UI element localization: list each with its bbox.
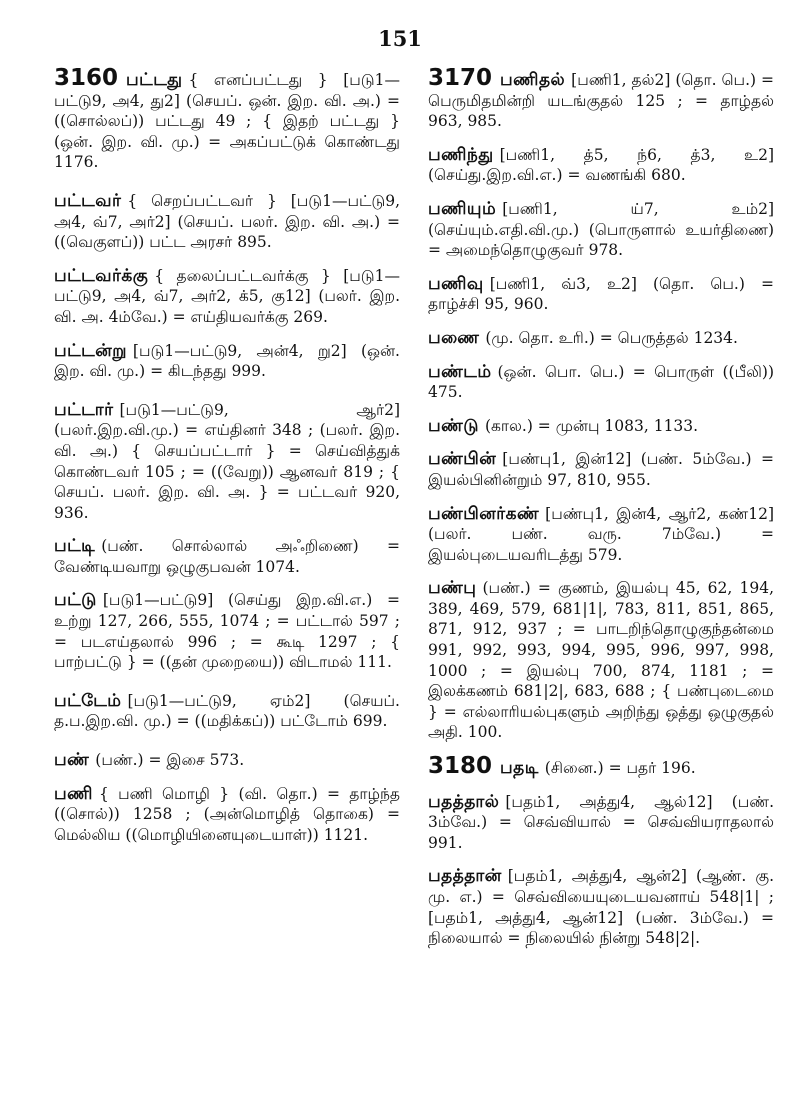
dictionary-entry [428, 274, 774, 315]
left-column [54, 65, 400, 858]
headword: பட்டவர்க்கு [54, 265, 149, 286]
dictionary-entry [428, 416, 774, 437]
definition: (கால.) = முன்பு 1083, 1133. [484, 416, 699, 435]
definition: [பதம்1, அத்து4, ஆன்2] (ஆண். கு. மு. எ.) = செவ்வியையுடையவனாய் 548|1| ; [பதம்1, அத்து4, ஆன்12] (பண். 3ம்வே.) = நிலையால் = நிலையில் நின்று 548|2|. [428, 867, 774, 948]
headword: பண் [54, 750, 90, 771]
definition: [படு1—பட்டு9, ஏம்2] (செயப். த.ப.இற.வி. மு.) = ((மதிக்கப்)) பட்டோம் 699. [54, 691, 400, 731]
dictionary-entry [428, 145, 774, 186]
definition: [பணி1, த்5, ந்6, த்3, உ2] (செய்து.இற.வி.எ.) = வணங்கி 680. [428, 145, 774, 185]
definition: { செறப்பட்டவர் } [படு1—பட்டு9, அ4, வ்7, அர்2] (செயப். பலர். இற. வி. அ.) = ((வெகுளப்)) பட்ட அரசர் 895. [54, 191, 400, 252]
headword: பதடி [500, 758, 539, 779]
definition: { தலைப்பட்டவர்க்கு } [படு1—பட்டு9, அ4, வ்7, அர்2, க்5, கு12] (பலர். இற. வி. அ. 4ம்வே.) = எய்தியவர்க்கு 269. [54, 266, 400, 326]
definition: (பண். சொல்லால் அஃறிணை) = வேண்டியவாறு ஒழுகுபவன் 1074. [54, 537, 400, 576]
dictionary-entry [428, 504, 774, 566]
dictionary-entry [428, 328, 774, 349]
headword: பண்பு [428, 578, 477, 599]
dictionary-entry [54, 341, 400, 382]
definition: (பண்.) = குணம், இயல்பு 45, 62, 194, 389, 469, 579, 681|1|, 783, 811, 851, 865, 871, 912, 937 ; = பாடறிந்தொழுகுந்தன்மை 991, 992, 993, 994, 995, 996, 997, 998, 1000 ; = இயல்பு 700, 874, 1181 ; = இலக்கணம் 681|2|, 683, 688 ; { பண்புடைமை } = எல்லாரியல்புகளும் அறிந்து ஒத்து ஒழுகுதல் அதி. 100. [428, 579, 774, 742]
dictionary-entry [54, 65, 400, 173]
headword: பணிவு [428, 273, 484, 294]
headword: பணிதல் [500, 70, 566, 90]
definition: [பணி1, ய்7, உம்2] (செய்யும்.எதி.வி.மு.) (பொருளால் உயர்திணை) = அமைந்தொழுகுவர் 978. [428, 199, 774, 260]
dictionary-entry [54, 750, 400, 771]
definition: { எனப்பட்டது } [படு1—பட்டு9, அ4, து2] (செயப். ஒன். இற. வி. அ.) = ((சொல்லப்)) பட்டது 49 ; { இதற் பட்டது } (ஒன். இற. வி. மு.) = அகப்பட்டுக் கொண்டது 1176. [54, 71, 400, 172]
definition: (மு. தொ. உரி.) = பெருத்தல் 1234. [485, 328, 738, 347]
definition: { பணி மொழி } (வி. தொ.) = தாழ்ந்த ((சொல்)) 1258 ; (அன்மொழித் தொகை) = மெல்லிய ((மொழியினையுடையாள்)) 1121. [54, 784, 400, 844]
dictionary-entry [428, 362, 774, 403]
dictionary-entry [428, 792, 774, 854]
definition: (ஒன். பொ. பெ.) = பொருள் ((பீலி)) 475. [428, 362, 774, 402]
headword: பட்டி [54, 536, 96, 557]
entry-number: 3160 [54, 65, 119, 91]
headword: பணை [428, 327, 480, 348]
headword: பணிந்து [428, 144, 494, 165]
dictionary-entry [428, 449, 774, 490]
headword: பதத்தான் [428, 866, 502, 887]
definition: (சினை.) = பதர் 196. [544, 759, 696, 778]
dictionary-entry [428, 199, 774, 261]
headword: பதத்தால் [428, 791, 500, 812]
definition: [பணி1, தல்2] (தொ. பெ.) = பெருமிதமின்றி யடங்குதல் 125 ; = தாழ்தல் 963, 985. [428, 71, 774, 131]
page-number: 151 [378, 26, 422, 51]
headword: பட்டவர் [54, 190, 122, 211]
definition: [படு1—பட்டு9, அன்4, று2] (ஒன். இற. வி. மு.) = கிடந்தது 999. [54, 341, 400, 381]
dictionary-entry [428, 866, 774, 948]
dictionary-entry [54, 266, 400, 328]
dictionary-entry [54, 536, 400, 577]
headword: பட்டு [54, 590, 97, 611]
definition: [படு1—பட்டு9] (செய்து இற.வி.எ.) = உற்று 127, 266, 555, 1074 ; = பட்டால் 597 ; = படஎய்தலால் 996 ; = கூடி 1297 ; { பாற்பட்டு } = ((தன் முறையை)) விடாமல் 111. [54, 591, 400, 672]
dictionary-entry [428, 578, 774, 743]
definition: [பதம்1, அத்து4, ஆல்12] (பண். 3ம்வே.) = செவ்வியால் = செவ்வியராதலால் 991. [428, 792, 774, 852]
definition: [படு1—பட்டு9, ஆர்2] (பலர்.இற.வி.மு.) = எய்தினர் 348 ; (பலர். இற. வி. அ.) { செயப்பட்டார் } = செய்வித்துக் கொண்டவர் 105 ; = ((வேறு)) ஆனவர் 819 ; { செயப். பலர். இற. வி. அ. } = பட்டவர் 920, 936. [54, 400, 400, 522]
dictionary-entry [54, 691, 400, 732]
definition: (பண்.) = இசை 573. [95, 751, 245, 770]
headword: பண்டம் [428, 361, 492, 382]
dictionary-entry [54, 590, 400, 672]
dictionary-entry [428, 753, 774, 780]
headword: பண்பினர்கண் [428, 503, 540, 524]
headword: பட்டார் [54, 399, 114, 420]
entry-number: 3180 [428, 753, 493, 780]
headword: பண்பின் [428, 449, 497, 470]
definition: [பண்பு1, இன்12] (பண். 5ம்வே.) = இயல்பினின்றும் 97, 810, 955. [428, 450, 774, 489]
entry-number: 3170 [428, 65, 493, 91]
headword: பட்டது [126, 70, 183, 90]
dictionary-entry [428, 65, 774, 132]
headword: பண்டு [428, 415, 479, 436]
headword: பட்டேம் [54, 690, 122, 711]
definition: [பணி1, வ்3, உ2] (தொ. பெ.) = தாழ்ச்சி 95, 960. [428, 274, 774, 314]
dictionary-entry [54, 191, 400, 253]
headword: பணி [54, 783, 93, 804]
right-column [428, 65, 774, 962]
dictionary-entry [54, 400, 400, 524]
headword: பட்டன்று [54, 340, 127, 361]
headword: பணியும் [428, 198, 497, 219]
definition: [பண்பு1, இன்4, ஆர்2, கண்12] (பலர். பண். வரு. 7ம்வே.) = இயல்புடையவரிடத்து 579. [428, 504, 774, 564]
dictionary-entry [54, 784, 400, 846]
